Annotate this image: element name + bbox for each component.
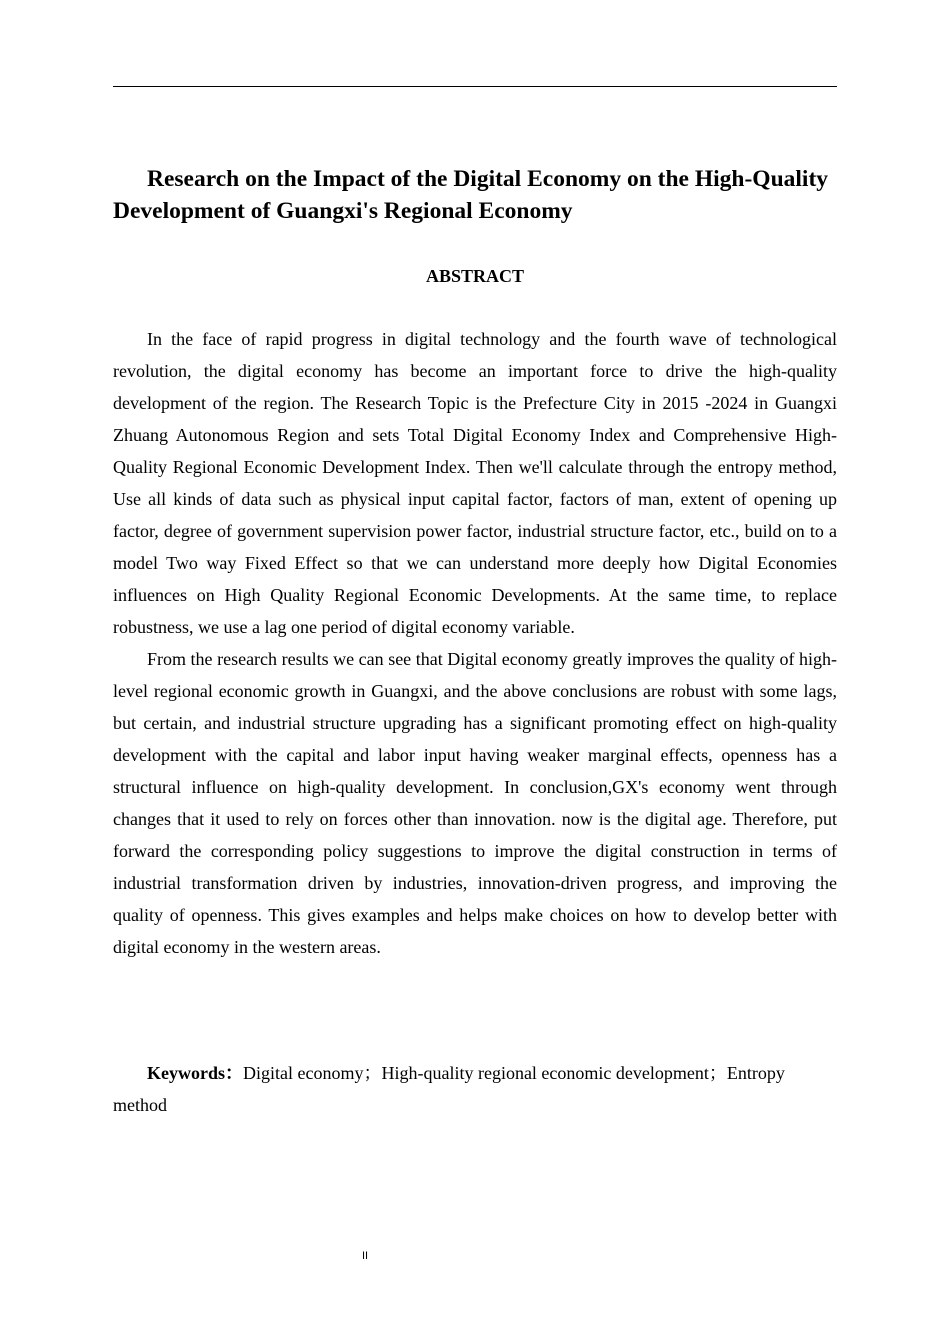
keywords-line [113, 1058, 837, 1121]
abstract-heading: ABSTRACT [425, 266, 525, 286]
abstract-paragraph-2: From the research results we can see that Digital economy greatly improves the quality of high-level regional economic growth in Guangxi, and the above conclusions are robust with some lags, but certain, and industrial structure upgrading has a significant promoting effect on high-quality development with the capital and labor input having weaker marginal effects, openness has a structural influence on high-quality development. In conclusion,GX's economy went through changes that it used to rely on forces other than innovation. now is the digital age. Therefore, put forward the corresponding policy suggestions to improve the digital construction in terms of industrial transformation driven by industries, innovation-driven progress, and improving the quality of openness. This gives examples and helps make choices on how to develop better with digital economy in the western areas. [113, 649, 837, 957]
header-rule [113, 86, 837, 87]
keywords-text: Digital economy；High-quality regional economic development；Entropy method [113, 1063, 785, 1115]
paper-title: Research on the Impact of the Digital Economy on the High-Quality Development of Guangxi's Regional Economy [113, 166, 829, 224]
keywords-label: Keywords： [147, 1063, 243, 1083]
page-number: II [361, 1250, 369, 1262]
abstract-body [113, 323, 837, 963]
abstract-paragraph-1: In the face of rapid progress in digital technology and the fourth wave of technological revolution, the digital economy has become an important force to drive the high-quality development of the region. The Research Topic is the Prefecture City in 2015 -2024 in Guangxi Zhuang Autonomous Region and sets Total Digital Economy Index and Comprehensive High-Quality Regional Economic Development Index. Then we'll calculate through the entropy method, Use all kinds of data such as physical input capital factor, factors of man, extent of opening up factor, degree of government supervision power factor, industrial structure factor, etc., build on to a model Two way Fixed Effect so that we can understand more deeply how Digital Economies influences on High Quality Regional Economic Developments. At the same time, to replace robustness, we use a lag one period of digital economy variable. [113, 329, 837, 637]
